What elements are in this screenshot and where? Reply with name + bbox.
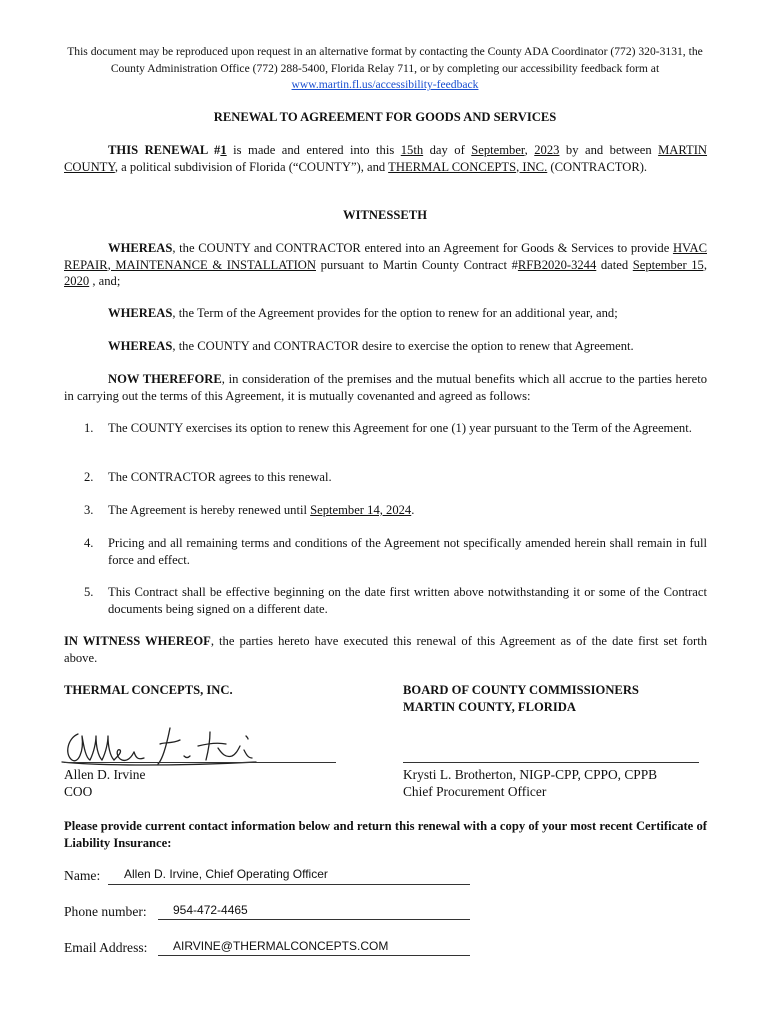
now-therefore-paragraph	[64, 371, 707, 404]
notice-text: This document may be reproduced upon request in an alternative format by contacting the County ADA Coordinator (772) 320-3131, the County Administration Office (772) 288-5400, Florida Relay 711, or by completing our accessibility feedback form at	[67, 45, 703, 75]
county-signature-line	[403, 762, 699, 763]
whereas-paragraph-1	[64, 240, 707, 290]
contractor-signer-title: COO	[64, 784, 93, 799]
list-item-text-part: .	[411, 503, 415, 517]
email-field-line	[158, 955, 470, 956]
now-therefore-text: , in consideration of the premises and the mutual benefits which all accrue to the parties hereto in carrying out the terms of this Agreement, it is mutually covenanted and agreed as follows:	[64, 372, 707, 403]
list-item	[84, 584, 707, 617]
intro-text: is made and entered into this	[226, 143, 401, 157]
list-item-number: 4.	[84, 536, 94, 550]
intro-paragraph	[64, 142, 707, 175]
contractor-signature-line	[64, 762, 336, 763]
name-field-label: Name:	[64, 868, 101, 883]
contractor-party: THERMAL CONCEPTS, INC.	[388, 159, 548, 174]
county-signer-title: Chief Procurement Officer	[403, 784, 547, 799]
email-field[interactable]: AIRVINE@THERMALCONCEPTS.COM	[173, 939, 389, 953]
list-item-number: 3.	[84, 503, 94, 517]
whereas-text: dated	[596, 257, 633, 272]
phone-field-line	[158, 919, 470, 920]
county-signer-name: Krysti L. Brotherton, NIGP-CPP, CPPO, CPPB	[403, 767, 658, 782]
intro-text: by and between	[559, 143, 659, 157]
contractor-heading: THERMAL CONCEPTS, INC.	[64, 683, 233, 697]
agreement-month: September	[471, 143, 525, 157]
list-item-text: The CONTRACTOR agrees to this renewal.	[108, 470, 332, 484]
whereas-lead: WHEREAS	[108, 339, 173, 353]
in-witness-lead: IN WITNESS WHEREOF	[64, 634, 211, 648]
whereas-text: , the Term of the Agreement provides for the option to renew for an additional year, and;	[172, 306, 618, 320]
document-title: RENEWAL TO AGREEMENT FOR GOODS AND SERVICES	[213, 110, 557, 124]
accessibility-notice	[64, 44, 706, 94]
agreement-day: 15th	[400, 143, 424, 157]
whereas-lead: WHEREAS	[108, 306, 173, 320]
whereas-lead: WHEREAS	[108, 241, 173, 255]
contractor-signer	[64, 766, 145, 800]
renewal-lead: THIS RENEWAL #	[108, 143, 221, 157]
list-item-number: 1.	[84, 421, 94, 435]
list-item	[84, 420, 707, 437]
whereas-paragraph-2	[64, 305, 707, 322]
witnesseth-heading: WITNESSETH	[343, 208, 427, 222]
email-field-label: Email Address:	[64, 940, 148, 955]
intro-text: (CONTRACTOR).	[547, 159, 648, 174]
phone-field[interactable]: 954-472-4465	[173, 903, 248, 917]
contract-date: September 15, 2020	[64, 257, 707, 288]
contact-instructions: Please provide current contact information below and return this renewal with a copy of your most recent Certificate of Liability Insurance:	[64, 819, 707, 850]
intro-text: ,	[524, 143, 535, 157]
in-witness-text: , the parties hereto have executed this renewal of this Agreement as of the date first set forth above.	[64, 634, 707, 665]
whereas-text: , the COUNTY and CONTRACTOR desire to exercise the option to renew that Agreement.	[172, 339, 634, 353]
intro-text: , a political subdivision of Florida (“COUNTY”), and	[114, 159, 389, 174]
accessibility-feedback-link[interactable]: www.martin.fl.us/accessibility-feedback	[291, 78, 479, 91]
list-item-text: Pricing and all remaining terms and conditions of the Agreement not specifically amended herein shall remain in full force and effect.	[108, 536, 707, 567]
renewal-number: 1	[220, 143, 227, 157]
list-item-number: 2.	[84, 470, 94, 484]
county-signer	[403, 766, 657, 800]
list-item-number: 5.	[84, 585, 94, 599]
whereas-text: pursuant to Martin County Contract #	[316, 257, 518, 272]
county-heading	[403, 682, 639, 715]
county-party: MARTIN COUNTY	[64, 143, 708, 174]
whereas-text: , the COUNTY and CONTRACTOR entered into an Agreement for Goods & Services to provide	[172, 241, 673, 255]
in-witness-paragraph	[64, 633, 707, 666]
list-item	[84, 502, 707, 519]
list-item-text-part: The Agreement is hereby renewed until	[108, 503, 311, 517]
intro-text: day of	[423, 143, 472, 157]
list-item-text: This Contract shall be effective beginning on the date first written above notwithstanding it or some of the Contract documents being signed on a different date.	[108, 585, 707, 616]
list-item	[84, 469, 707, 486]
county-heading-line-1: BOARD OF COUNTY COMMISSIONERS	[403, 683, 639, 697]
now-therefore-lead: NOW THEREFORE	[108, 372, 222, 386]
list-item-text: The COUNTY exercises its option to renew this Agreement for one (1) year pursuant to the Term of the Agreement.	[108, 421, 692, 435]
list-item-text	[108, 502, 707, 519]
contract-number: RFB2020-3244	[517, 257, 597, 272]
county-heading-line-2: MARTIN COUNTY, FLORIDA	[403, 699, 576, 714]
renewal-end-date: September 14, 2024	[310, 503, 412, 517]
whereas-paragraph-3	[64, 338, 707, 355]
contractor-signer-name: Allen D. Irvine	[64, 767, 146, 782]
list-item	[84, 535, 707, 568]
agreement-year: 2023	[534, 143, 560, 157]
phone-field-label: Phone number:	[64, 904, 147, 919]
name-field-line	[108, 884, 470, 885]
name-field[interactable]: Allen D. Irvine, Chief Operating Officer	[124, 867, 328, 881]
service-description: HVAC REPAIR, MAINTENANCE & INSTALLATION	[64, 241, 707, 272]
whereas-text: , and;	[89, 274, 121, 288]
